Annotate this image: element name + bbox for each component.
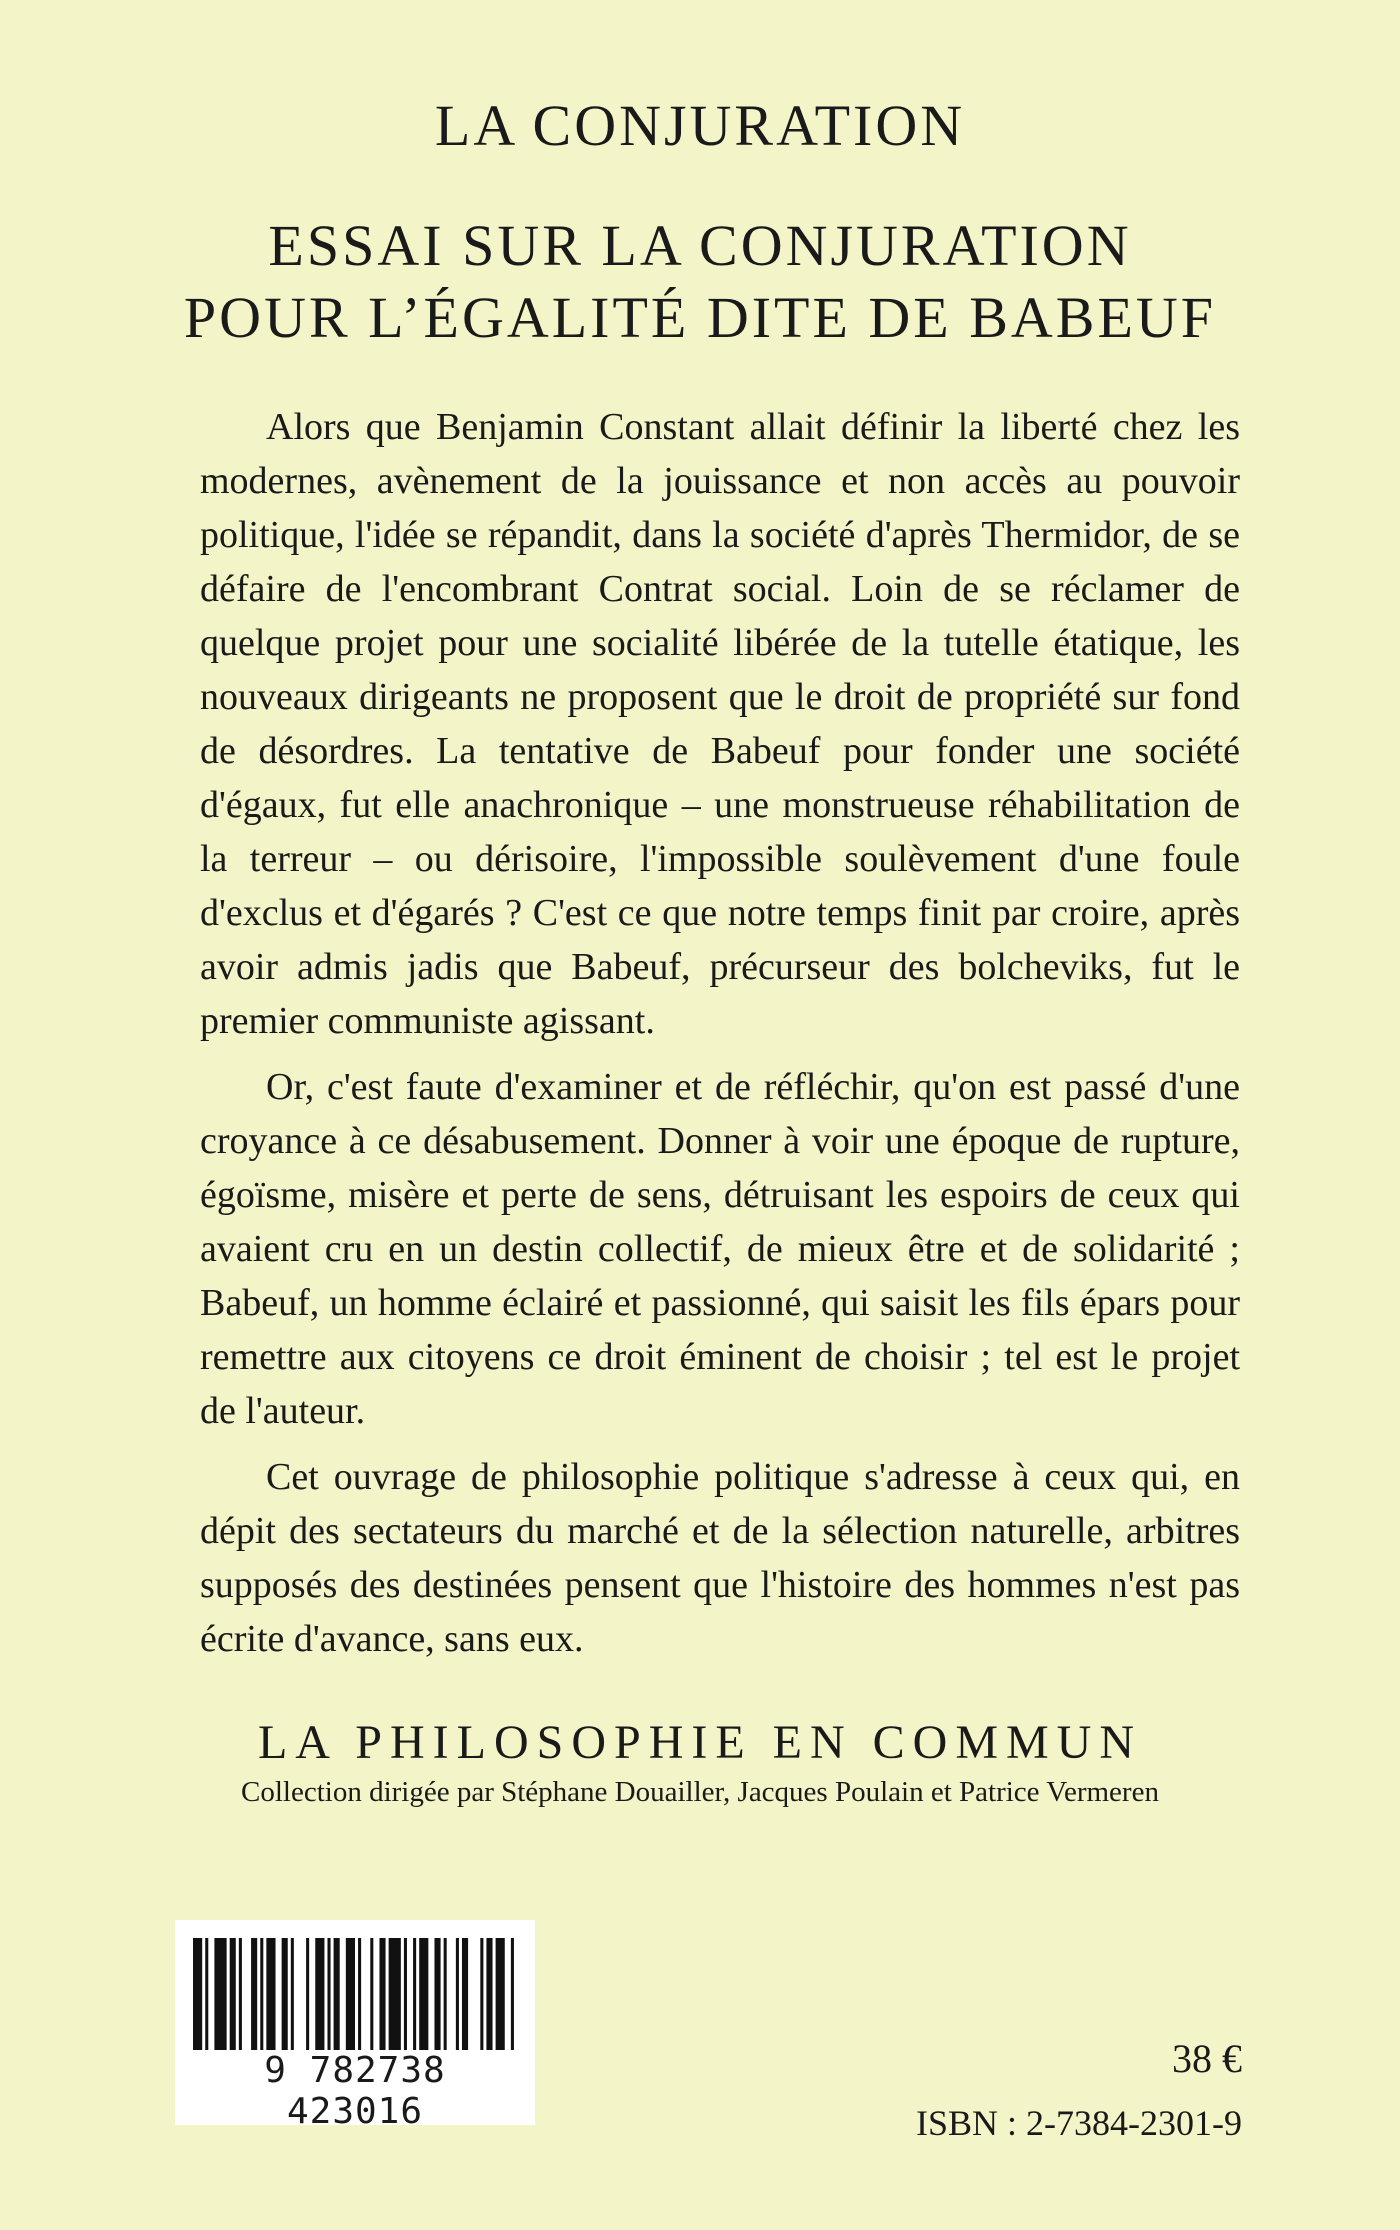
book-subtitle [0,210,1400,354]
barcode-bar [444,1938,447,2050]
barcode-bar [306,1938,309,2050]
barcode-bar [511,1938,514,2050]
barcode-bar [315,1938,324,2050]
barcode-bar [193,1938,202,2050]
barcode-bar [291,1938,294,2050]
barcode-bar [346,1938,355,2050]
barcode-bar [456,1938,459,2050]
barcode-digits: 9 782738 423016 [264,2050,446,2132]
barcode-bars-icon [193,1938,517,2050]
barcode-bar [260,1938,263,2050]
barcode-bar [379,1938,385,2050]
collection-editors: Collection dirigée par Stéphane Douailler, Jacques Poulain et Patrice Vermeren [241,1776,1159,1808]
barcode-bar [205,1938,208,2050]
barcode-bar [239,1938,242,2050]
barcode-bar [251,1938,257,2050]
barcode-bar [419,1938,428,2050]
price: 38 € [1172,2036,1242,2081]
isbn: ISBN : 2-7384-2301-9 [916,2103,1242,2143]
barcode-bar [486,1938,492,2050]
subtitle-line-1: ESSAI SUR LA CONJURATION [268,213,1132,278]
book-title: LA CONJURATION [434,93,966,158]
barcode-bar [404,1938,407,2050]
barcode-bar [462,1938,468,2050]
subtitle-line-2: POUR L’ÉGALITÉ DITE DE BABEUF [183,285,1217,350]
blurb-paragraph-3: Cet ouvrage de philosophie politique s'adresse à ceux qui, en dépit des sectateurs du marché et de la sélection naturelle, arbitres supposés des destinées pensent que l'histoire des hommes n'est pas écrite d'avance, sans eux. [200,1456,1240,1660]
barcode [175,1920,535,2132]
barcode-bar [230,1938,236,2050]
barcode-bar [496,1938,505,2050]
barcode-bar [358,1938,361,2050]
barcode-bar [413,1938,416,2050]
barcode-bar [389,1938,401,2050]
collection-name: LA PHILOSOPHIE EN COMMUN [257,1716,1143,1769]
barcode-bar [480,1938,483,2050]
barcode-bar [334,1938,340,2050]
barcode-bar [282,1938,288,2050]
barcode-bar [214,1938,226,2050]
barcode-bar [327,1938,330,2050]
blurb-paragraph-1: Alors que Benjamin Constant allait définir la liberté chez les modernes, avènement de la jouissance et non accès au pouvoir politique, l'idée se répandit, dans la société d'après Thermidor, de se défaire de l'encombrant Contrat social. Loin de se réclamer de quelque projet pour une socialité libérée de la tutelle étatique, les nouveaux dirigeants ne proposent que le droit de propriété sur fond de désordres. La tentative de Babeuf pour fonder une société d'égaux, fut elle anachronique – une monstrueuse réhabilitation de la terreur – ou dérisoire, l'impossible soulèvement d'une foule d'exclus et d'égarés ? C'est ce que notre temps finit par croire, après avoir admis jadis que Babeuf, précurseur des bolcheviks, fut le premier communiste agissant. [200,406,1240,1042]
collection-info [0,1715,1400,1809]
barcode-bar [266,1938,275,2050]
blurb-text [200,400,1240,1678]
barcode-bar [434,1938,440,2050]
blurb-paragraph-2: Or, c'est faute d'examiner et de réfléchir, qu'on est passé d'une croyance à ce désabusement. Donner à voir une époque de rupture, égoïsme, misère et perte de sens, détruisant les espoirs de ceux qui avaient cru en un destin collectif, de mieux être et de solidarité ; Babeuf, un homme éclairé et passionné, qui saisit les fils épars pour remettre aux citoyens ce droit éminent de choisir ; tel est le projet de l'auteur. [200,1066,1240,1432]
barcode-bar [370,1938,373,2050]
